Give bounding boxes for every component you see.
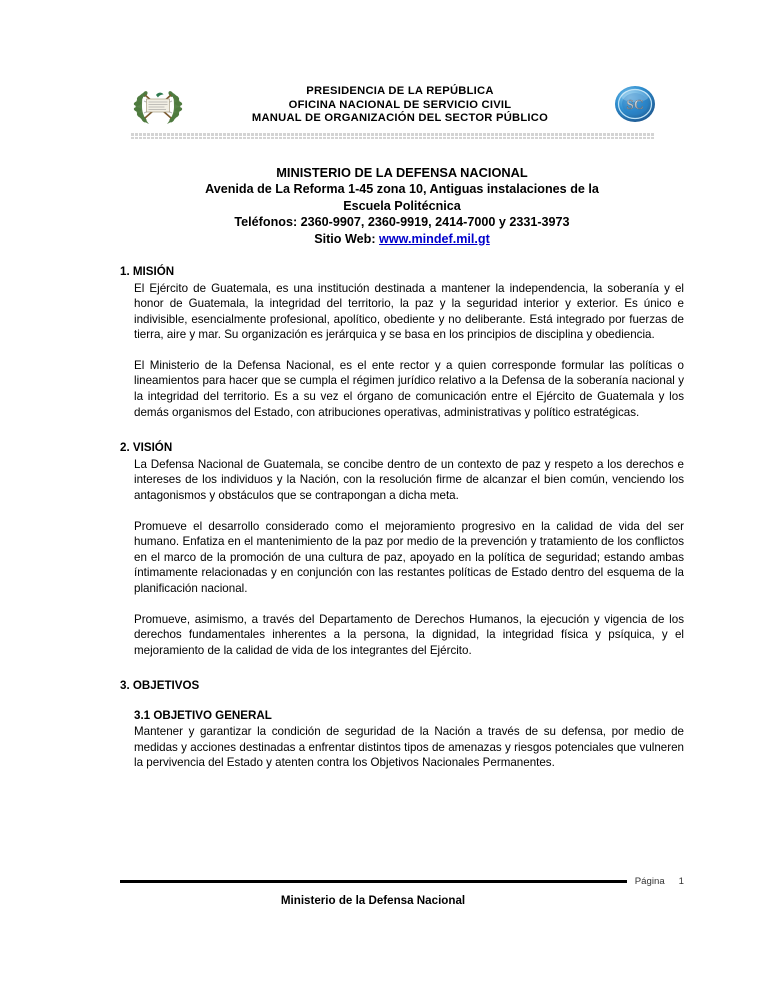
vision-paragraph-2: Promueve el desarrollo considerado como el mejoramiento progresivo en la calidad de vida del ser humano. Enfatiza en el mantenimiento de la paz por medio de la prevención y tratamiento de los conflictos en el marco de la promoción de una cultura de paz, apoyado en la política de seguridad; estando ambas íntimamente relacionadas y en conjunción con las restantes políticas de Estado dentro del esquema de la planificación nacional. bbox=[134, 519, 684, 595]
ministry-address-line-2: Escuela Politécnica bbox=[343, 198, 461, 213]
ministry-name: MINISTERIO DE LA DEFENSA NACIONAL bbox=[276, 165, 528, 180]
heading-objetivos: 3. OBJETIVOS bbox=[120, 679, 200, 693]
mision-paragraph-2: El Ministerio de la Defensa Nacional, es el ente rector y a quien corresponde formular las políticas o lineamientos para hacer que se cumpla el régimen jurídico relativo a la Defensa de la soberanía nacional y la integridad del territorio. Es a su vez el órgano de comunicación entre el Ejército de Guatemala y los demás organismos del Estado, con atribuciones operativas, administrativas y político estratégicas. bbox=[134, 358, 684, 419]
spacer bbox=[120, 343, 684, 358]
footer-title: Ministerio de la Defensa Nacional bbox=[280, 894, 466, 907]
spacer bbox=[120, 504, 684, 519]
header-line-3: MANUAL DE ORGANIZACIÓN DEL SECTOR PÚBLICO bbox=[251, 112, 549, 125]
page-label: Página bbox=[634, 876, 665, 887]
guatemala-coat-of-arms-icon bbox=[130, 82, 186, 128]
ministry-phones: Teléfonos: 2360-9907, 2360-9919, 2414-7000 y 2331-3973 bbox=[234, 215, 570, 230]
heading-mision: 1. MISIÓN bbox=[120, 265, 175, 278]
ministry-website-row bbox=[120, 231, 684, 247]
ministry-title-block bbox=[120, 165, 684, 247]
header-row bbox=[130, 82, 656, 130]
spacer bbox=[120, 597, 684, 612]
header-line-2: OFICINA NACIONAL DE SERVICIO CIVIL bbox=[288, 98, 512, 111]
website-link[interactable]: www.mindef.mil.gt bbox=[379, 231, 490, 246]
servicio-civil-seal-icon bbox=[614, 84, 656, 124]
page-number: 1 bbox=[678, 876, 684, 887]
heading-vision: 2. VISIÓN bbox=[120, 441, 173, 455]
header-divider-band bbox=[130, 132, 655, 139]
vision-paragraph-1: La Defensa Nacional de Guatemala, se concibe dentro de un contexto de paz y respeto a los derechos e intereses de los individuos y la Nación, con la resolución firme de alcanzar el bien común, venciendo los antagonismos y obstáculos que se contrapongan a dicha meta. bbox=[134, 457, 684, 502]
heading-objetivo-general: 3.1 OBJETIVO GENERAL bbox=[134, 708, 272, 722]
objetivo-general-paragraph: Mantener y garantizar la condición de seguridad de la Nación a través de su defensa, por medio de medidas y acciones destinadas a enfrentar distintos tipos de amenazas y riesgos potenciales que vulneren la pervivencia del Estado y atenten contra los Objetivos Nacionales Permanentes. bbox=[134, 725, 684, 770]
website-label: Sitio Web: bbox=[314, 231, 380, 246]
ministry-address-line-1: Avenida de La Reforma 1-45 zona 10, Antiguas instalaciones de la bbox=[205, 182, 599, 197]
svg-text:SC: SC bbox=[626, 97, 644, 112]
spacer bbox=[120, 658, 684, 678]
footer-divider bbox=[120, 880, 627, 883]
footer-rule-row bbox=[120, 876, 684, 887]
header-line-1: PRESIDENCIA DE LA REPÚBLICA bbox=[306, 85, 494, 97]
vision-paragraph-3: Promueve, asimismo, a través del Departamento de Derechos Humanos, la ejecución y vigencia de los derechos fundamentales inherentes a la persona, la dignidad, la integridad física y psíquica, y el mejoramiento de la calidad de vida de los integrantes del Ejército. bbox=[134, 612, 684, 657]
mision-paragraph-1: El Ejército de Guatemala, es una institución destinada a mantener la independencia, la soberanía y el honor de Guatemala, la integridad del territorio, la paz y la seguridad interior y exterior. Es único e indivisible, esencialmente profesional, apolítico, obediente y no deliberante. Está integrado por fuerzas de tierra, aire y mar. Su organización es jerárquica y se basa en los principios de disciplina y obediencia. bbox=[134, 281, 684, 342]
document-body bbox=[120, 264, 684, 771]
spacer bbox=[120, 695, 684, 708]
page-indicator bbox=[635, 876, 684, 887]
header-title-block bbox=[186, 82, 614, 126]
document-footer bbox=[120, 876, 684, 907]
spacer bbox=[120, 420, 684, 440]
